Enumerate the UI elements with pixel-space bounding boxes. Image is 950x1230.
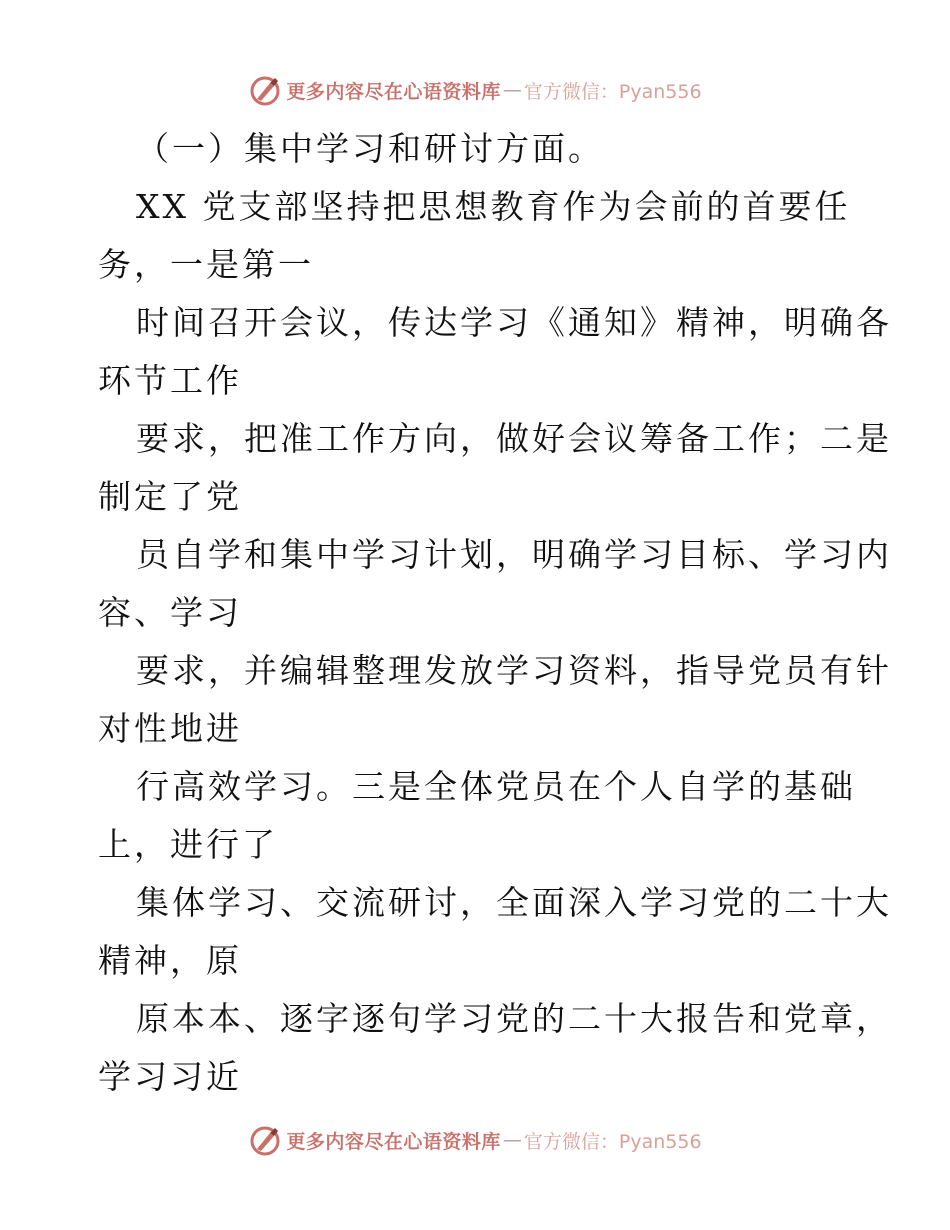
body-line: 要求，把准工作方向，做好会议筹备工作；二是 bbox=[136, 419, 892, 458]
watermark-separator: — bbox=[502, 79, 522, 101]
watermark-header bbox=[0, 70, 950, 110]
body-line: 员自学和集中学习计划，明确学习目标、学习内 bbox=[136, 535, 892, 574]
watermark-brand: 更多内容尽在心语资料库 bbox=[286, 80, 501, 103]
body-line: 环节工作 bbox=[98, 361, 242, 400]
watermark-separator: — bbox=[502, 1129, 522, 1151]
body-line: 行高效学习。三是全体党员在个人自学的基础 bbox=[136, 767, 856, 806]
body-line: 学习习近 bbox=[98, 1057, 242, 1096]
body-line: 原本本、逐字逐句学习党的二十大报告和党章， bbox=[136, 999, 892, 1038]
pen-circle-logo-icon bbox=[248, 1123, 282, 1157]
body-line: 对性地进 bbox=[98, 709, 242, 748]
pen-circle-logo-icon bbox=[248, 73, 282, 107]
document-body bbox=[98, 120, 892, 1106]
body-line: 集体学习、交流研讨，全面深入学习党的二十大 bbox=[136, 883, 892, 922]
body-line: 制定了党 bbox=[98, 477, 242, 516]
body-line: 上，进行了 bbox=[98, 825, 278, 864]
body-line: 容、学习 bbox=[98, 593, 242, 632]
body-line: 精神，原 bbox=[98, 941, 242, 980]
body-line: 务，一是第一 bbox=[98, 245, 314, 284]
watermark-official: 官方微信：Pyan556 bbox=[523, 1130, 702, 1153]
watermark-brand: 更多内容尽在心语资料库 bbox=[286, 1130, 501, 1153]
body-line: 要求，并编辑整理发放学习资料，指导党员有针 bbox=[136, 651, 892, 690]
body-line: XX 党支部坚持把思想教育作为会前的首要任 bbox=[136, 187, 851, 226]
watermark-official: 官方微信：Pyan556 bbox=[523, 80, 702, 103]
section-heading: （一）集中学习和研讨方面。 bbox=[136, 129, 604, 168]
watermark-footer bbox=[0, 1120, 950, 1160]
body-line: 时间召开会议，传达学习《通知》精神，明确各 bbox=[136, 303, 892, 342]
